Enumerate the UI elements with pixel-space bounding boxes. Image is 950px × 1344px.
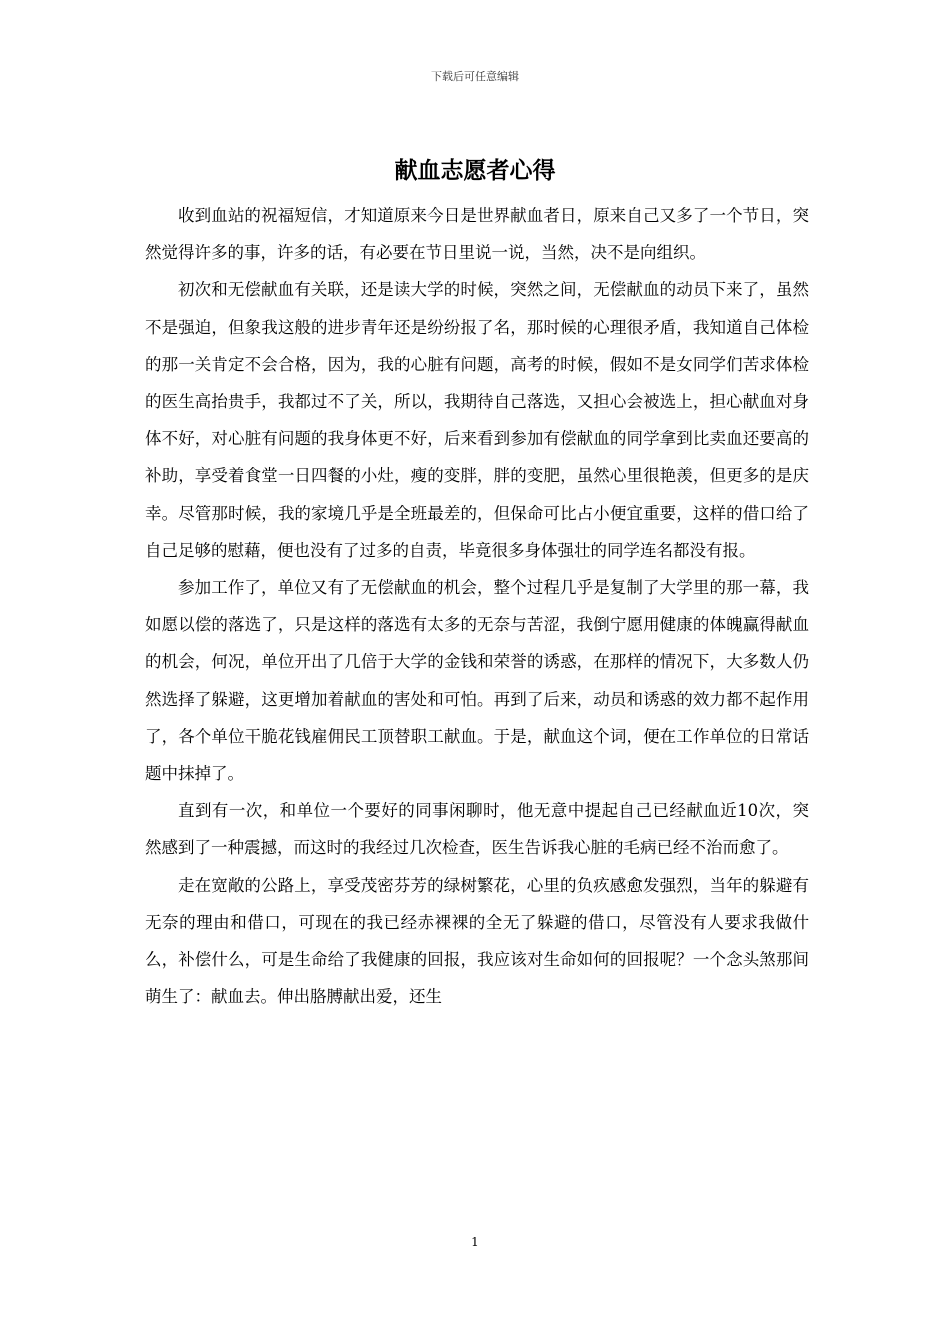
paragraph: 走在宽敞的公路上，享受茂密芬芳的绿树繁花，心里的负疚感愈发强烈，当年的躲避有无奈的理由和借口，可现在的我已经赤裸裸的全无了躲避的借口，尽管没有人要求我做什么，补偿什么，可是生命给了我健康的回报，我应该对生命如何的回报呢？一个念头煞那间萌生了：献血去。伸出胳膊献出爱，还生 xyxy=(145,875,809,1007)
paragraph: 初次和无偿献血有关联，还是读大学的时候，突然之间，无偿献血的动员下来了，虽然不是强迫，但象我这般的进步青年还是纷纷报了名，那时候的心理很矛盾，我知道自己体检的那一关肯定不会合格，因为，我的心脏有问题，高考的时候，假如不是女同学们苦求体检的医生高抬贵手，我都过不了关，所以，我期待自己落选，又担心会被选上，担心献血对身体不好，对心脏有问题的我身体更不好，后来看到参加有偿献血的同学拿到比卖血还要高的补助，享受着食堂一日四餐的小灶，瘦的变胖，胖的变肥，虽然心里很艳羡，但更多的是庆幸。尽管那时候，我的家境几乎是全班最差的，但保命可比占小便宜重要，这样的借口给了自己足够的慰藉，便也没有了过多的自责，毕竟很多身体强壮的同学连名都没有报。 xyxy=(145,280,809,560)
page-number: 1 xyxy=(471,1235,479,1249)
page-header-note: 下载后可任意编辑 xyxy=(431,70,519,83)
paragraph: 参加工作了，单位又有了无偿献血的机会，整个过程几乎是复制了大学里的那一幕，我如愿以偿的落选了，只是这样的落选有太多的无奈与苦涩，我倒宁愿用健康的体魄赢得献血的机会，何况，单位开出了几倍于大学的金钱和荣誉的诱惑，在那样的情况下，大多数人仍然选择了躲避，这更增加着献血的害处和可怕。再到了后来，动员和诱惑的效力都不起作用了，各个单位干脆花钱雇佣民工顶替职工献血。于是，献血这个词，便在工作单位的日常话题中抹掉了。 xyxy=(145,578,809,784)
document-body xyxy=(145,197,809,1015)
paragraph: 直到有一次，和单位一个要好的同事闲聊时，他无意中提起自己已经献血近10次，突然感到了一种震撼，而这时的我经过几次检查，医生告诉我心脏的毛病已经不治而愈了。 xyxy=(145,801,809,858)
paragraph: 收到血站的祝福短信，才知道原来今日是世界献血者日，原来自己又多了一个节日，突然觉得许多的事，许多的话，有必要在节日里说一说，当然，决不是向组织。 xyxy=(145,206,809,263)
document-title: 献血志愿者心得 xyxy=(394,158,556,184)
